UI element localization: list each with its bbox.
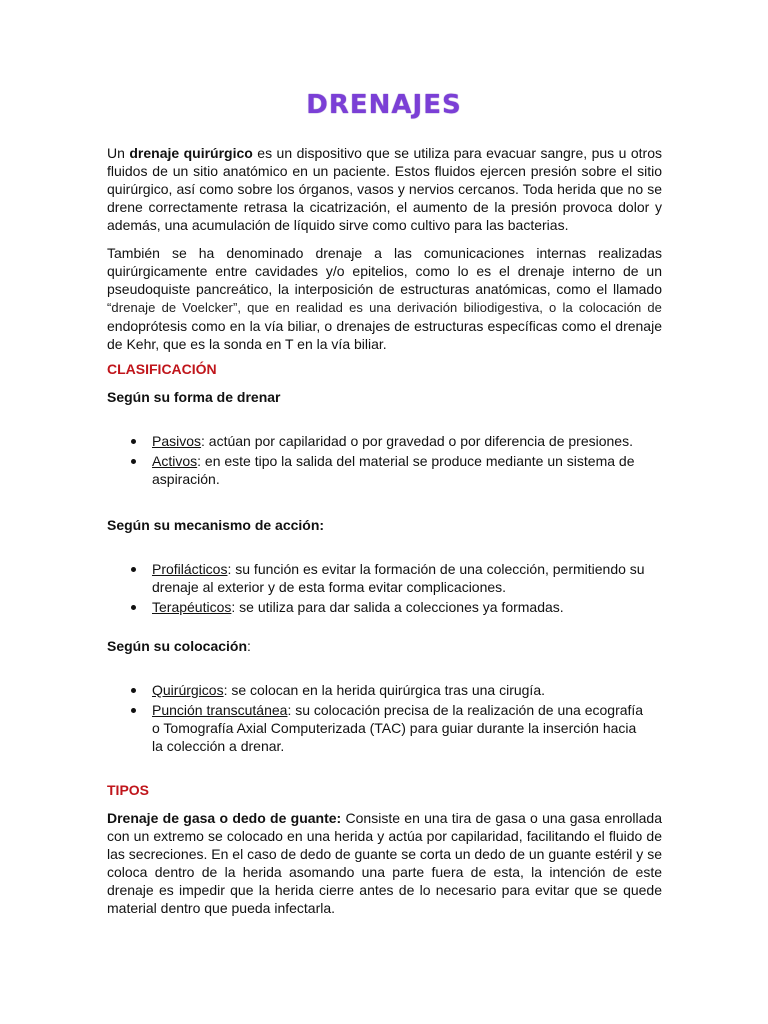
list-item: [107, 432, 647, 450]
term-profilacticos: Profilácticos: [152, 561, 228, 577]
intro-paragraph: [107, 144, 662, 234]
intro-bold-term: drenaje quirúrgico: [129, 145, 253, 161]
gasa-paragraph: [107, 809, 662, 917]
heading-colocacion-colon: :: [247, 638, 251, 654]
desc-pasivos: : actúan por capilaridad o por gravedad o por diferencia de presiones.: [201, 433, 633, 449]
desc-terapeuticos: : se utiliza para dar salida a colecciones ya formadas.: [231, 599, 564, 615]
heading-colocacion-text: Según su colocación: [107, 638, 248, 654]
desc-profilacticos: : su función es evitar la formación de una colección, permitiendo su drenaje al exterior y de esta forma evitar complicaciones.: [152, 561, 645, 595]
list-item: [107, 598, 647, 616]
list-item: [107, 701, 647, 755]
term-terapeuticos: Terapéuticos: [152, 599, 232, 615]
list-item: [107, 560, 647, 596]
desc-quirurgicos: : se colocan en la herida quirúrgica tras una cirugía.: [223, 682, 545, 698]
intro-rest: es un dispositivo que se utiliza para evacuar sangre, pus u otros fluidos de un sitio anatómico en un paciente. Estos fluidos ejercen presión sobre el sitio quirúrgico, así como sobre los órganos, vasos y nervios cercanos. Toda herida que no se drene correctamente retrasa la cicatrización, el aumento de la presión provoca dolor y además, una acumulación de líquido sirve como cultivo para las bacterias.: [107, 145, 662, 233]
gasa-bold-term: Drenaje de gasa o dedo de guante:: [107, 810, 342, 826]
second-paragraph-a: También se ha denominado drenaje a las comunicaciones internas realizadas quirúrgicamente entre cavidades y/o epitelios, como lo es el drenaje interno de un pseudoquiste pancreático, la interposición de estructuras anatómicas, como el llamado: [107, 245, 662, 297]
list-item: [107, 452, 647, 488]
intro-pre: Un: [107, 145, 130, 161]
term-activos: Activos: [152, 453, 198, 469]
term-quirurgicos: Quirúrgicos: [152, 682, 224, 698]
list-colocacion: [107, 681, 647, 757]
list-forma: [107, 432, 647, 490]
term-pasivos: Pasivos: [152, 433, 202, 449]
second-paragraph-c: endoprótesis como en la vía biliar, o drenajes de estructuras específicas como el drenaje de Kehr, que es la sonda en T en la vía biliar.: [107, 318, 662, 352]
second-paragraph: [107, 244, 662, 353]
term-puncion: Punción transcutánea: [152, 702, 288, 718]
section-tipos: TIPOS: [107, 782, 150, 798]
list-mecanismo: [107, 560, 647, 618]
desc-puncion: : su colocación precisa de la realización de una ecografía o Tomografía Axial Computerizada (TAC) para guiar durante la inserción hacia la colección a drenar.: [152, 702, 644, 754]
section-clasificacion: CLASIFICACIÓN: [107, 361, 217, 377]
second-paragraph-b: “drenaje de Voelcker”, que en realidad es una derivación biliodigestiva, o la colocación de: [107, 300, 662, 315]
gasa-rest: Consiste en una tira de gasa o una gasa enrollada con un extremo se colocado en una herida y actúa por capilaridad, facilitando el fluido de las secreciones. En el caso de dedo de guante se corta un dedo de un guante estéril y se coloca dentro de la herida asomando una parte fuera de esta, la intención de este drenaje es impedir que la herida cierre antes de lo necesario para evitar que se quede material dentro que pueda infectarla.: [107, 810, 663, 916]
heading-mecanismo: Según su mecanismo de acción:: [107, 517, 325, 533]
page-title: DRENAJES: [306, 90, 462, 120]
heading-forma: Según su forma de drenar: [107, 389, 281, 405]
heading-colocacion: [107, 637, 251, 655]
desc-activos: : en este tipo la salida del material se produce mediante un sistema de aspiración.: [152, 453, 635, 487]
list-item: [107, 681, 647, 699]
